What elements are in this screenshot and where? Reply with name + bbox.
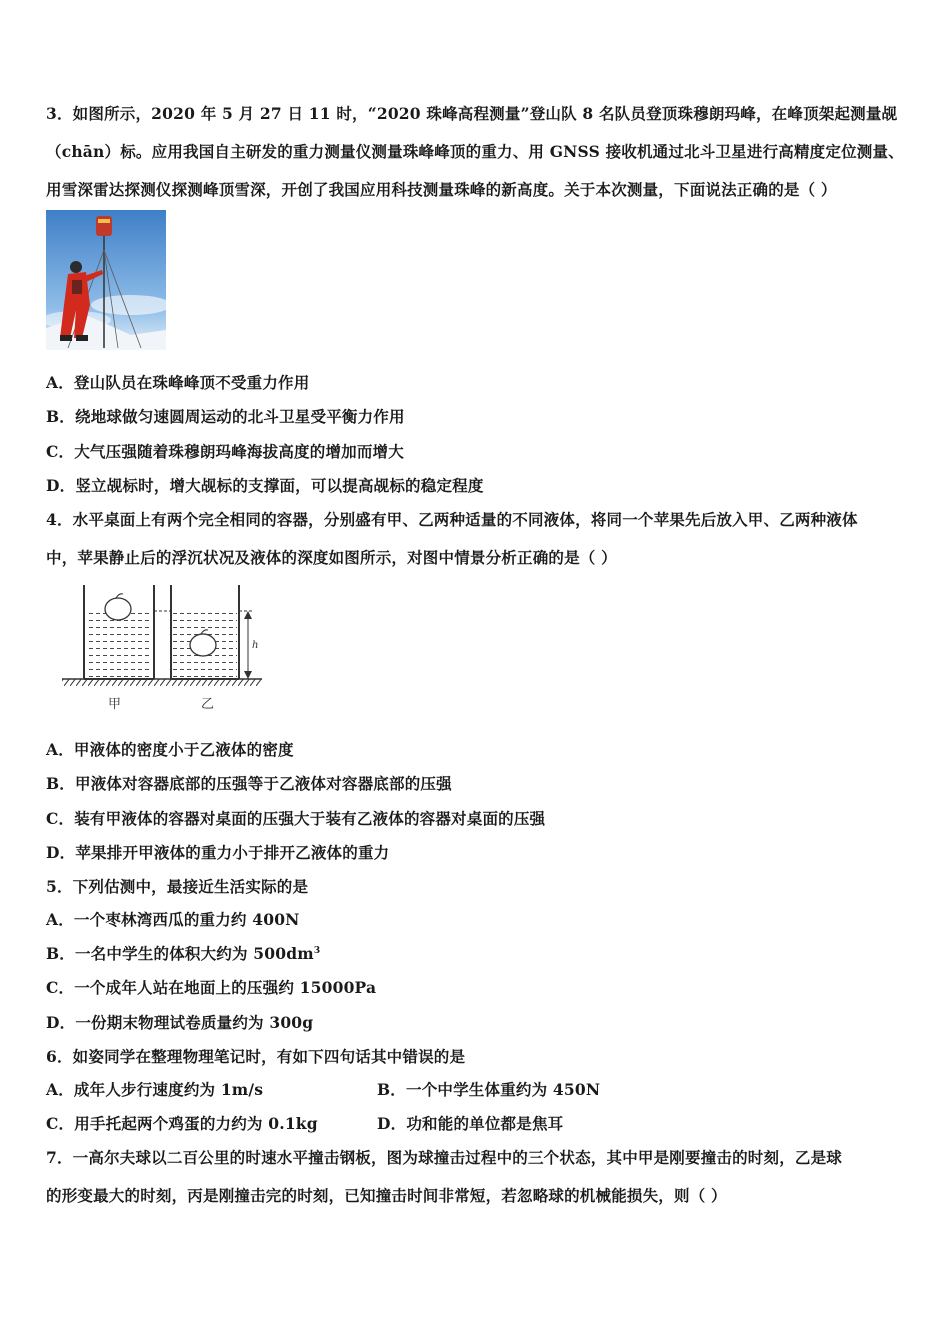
q4-option-c: C．装有甲液体的容器对桌面的压强大于装有乙液体的容器对桌面的压强: [46, 809, 546, 828]
q7-stem-line-2: 的形变最大的时刻，丙是刚撞击完的时刻，已知撞击时间非常短，若忽略球的机械能损失，则（ ）: [46, 1186, 727, 1205]
q6-option-d: D．功和能的单位都是焦耳: [377, 1114, 564, 1133]
two-containers-diagram: [46, 582, 266, 716]
q6-option-c: C．用手托起两个鸡蛋的力约为 0.1kg: [46, 1114, 318, 1133]
q4-option-b: B．甲液体对容器底部的压强等于乙液体对容器底部的压强: [46, 774, 452, 793]
summit-survey-photo: [46, 210, 166, 350]
apple-suspended: [190, 634, 216, 656]
q3-option-b: B．绕地球做匀速圆周运动的北斗卫星受平衡力作用: [46, 407, 405, 426]
q6-option-a: A．成年人步行速度约为 1m/s: [46, 1080, 264, 1099]
apple-floating: [105, 598, 131, 620]
q4-stem-line-2: 中，苹果静止后的浮沉状况及液体的深度如图所示，对图中情景分析正确的是（ ）: [46, 548, 617, 567]
q7-stem-line-1: 7．一高尔夫球以二百公里的时速水平撞击钢板，图为球撞击过程中的三个状态，其中甲是刚要撞击的时刻，乙是球: [46, 1148, 842, 1167]
container-yi: [171, 585, 239, 679]
label-jia: 甲: [108, 697, 122, 712]
q5-option-c: C．一个成年人站在地面上的压强约 15000Pa: [46, 978, 377, 997]
label-yi: 乙: [201, 697, 215, 712]
q4-option-d: D．苹果排开甲液体的重力小于排开乙液体的重力: [46, 843, 390, 862]
q5-option-b: [46, 942, 320, 964]
q3-option-d: D．竖立觇标时，增大觇标的支撑面，可以提高觇标的稳定程度: [46, 476, 484, 495]
q3-option-c: C．大气压强随着珠穆朗玛峰海拔高度的增加而增大: [46, 442, 404, 461]
q3-stem-line-2: （chān）标。应用我国自主研发的重力测量仪测量珠峰峰顶的重力、用 GNSS 接收机通过北斗卫星进行高精度定位测量、: [46, 142, 904, 161]
q3-option-a: A．登山队员在珠峰峰顶不受重力作用: [46, 373, 310, 392]
q5-stem: 5．下列估测中，最接近生活实际的是: [46, 877, 309, 896]
depth-arrow: [244, 611, 252, 679]
q4-option-a: A．甲液体的密度小于乙液体的密度: [46, 740, 294, 759]
q6-stem: 6．如姿同学在整理物理笔记时，有如下四句话其中错误的是: [46, 1047, 466, 1066]
q4-stem-line-1: 4．水平桌面上有两个完全相同的容器，分别盛有甲、乙两种适量的不同液体，将同一个苹果先后放入甲、乙两种液体: [46, 510, 858, 529]
q3-stem-line-1: 3．如图所示，2020 年 5 月 27 日 11 时，“2020 珠峰高程测量”登山队 8 名队员登顶珠穆朗玛峰，在峰顶架起测量觇: [46, 104, 898, 123]
depth-label: h: [252, 640, 259, 651]
q6-option-b: B．一个中学生体重约为 450N: [377, 1080, 601, 1099]
container-jia: [84, 585, 154, 679]
q5-option-b-superscript: 3: [313, 945, 321, 956]
q3-stem-line-3: 用雪深雷达探测仪探测峰顶雪深，开创了我国应用科技测量珠峰的新高度。关于本次测量，下面说法正确的是（ ）: [46, 180, 837, 199]
q5-option-a: A．一个枣林湾西瓜的重力约 400N: [46, 910, 300, 929]
q5-option-b-text: B．一名中学生的体积大约为 500dm: [46, 944, 314, 963]
q5-option-d: D．一份期末物理试卷质量约为 300g: [46, 1013, 314, 1032]
